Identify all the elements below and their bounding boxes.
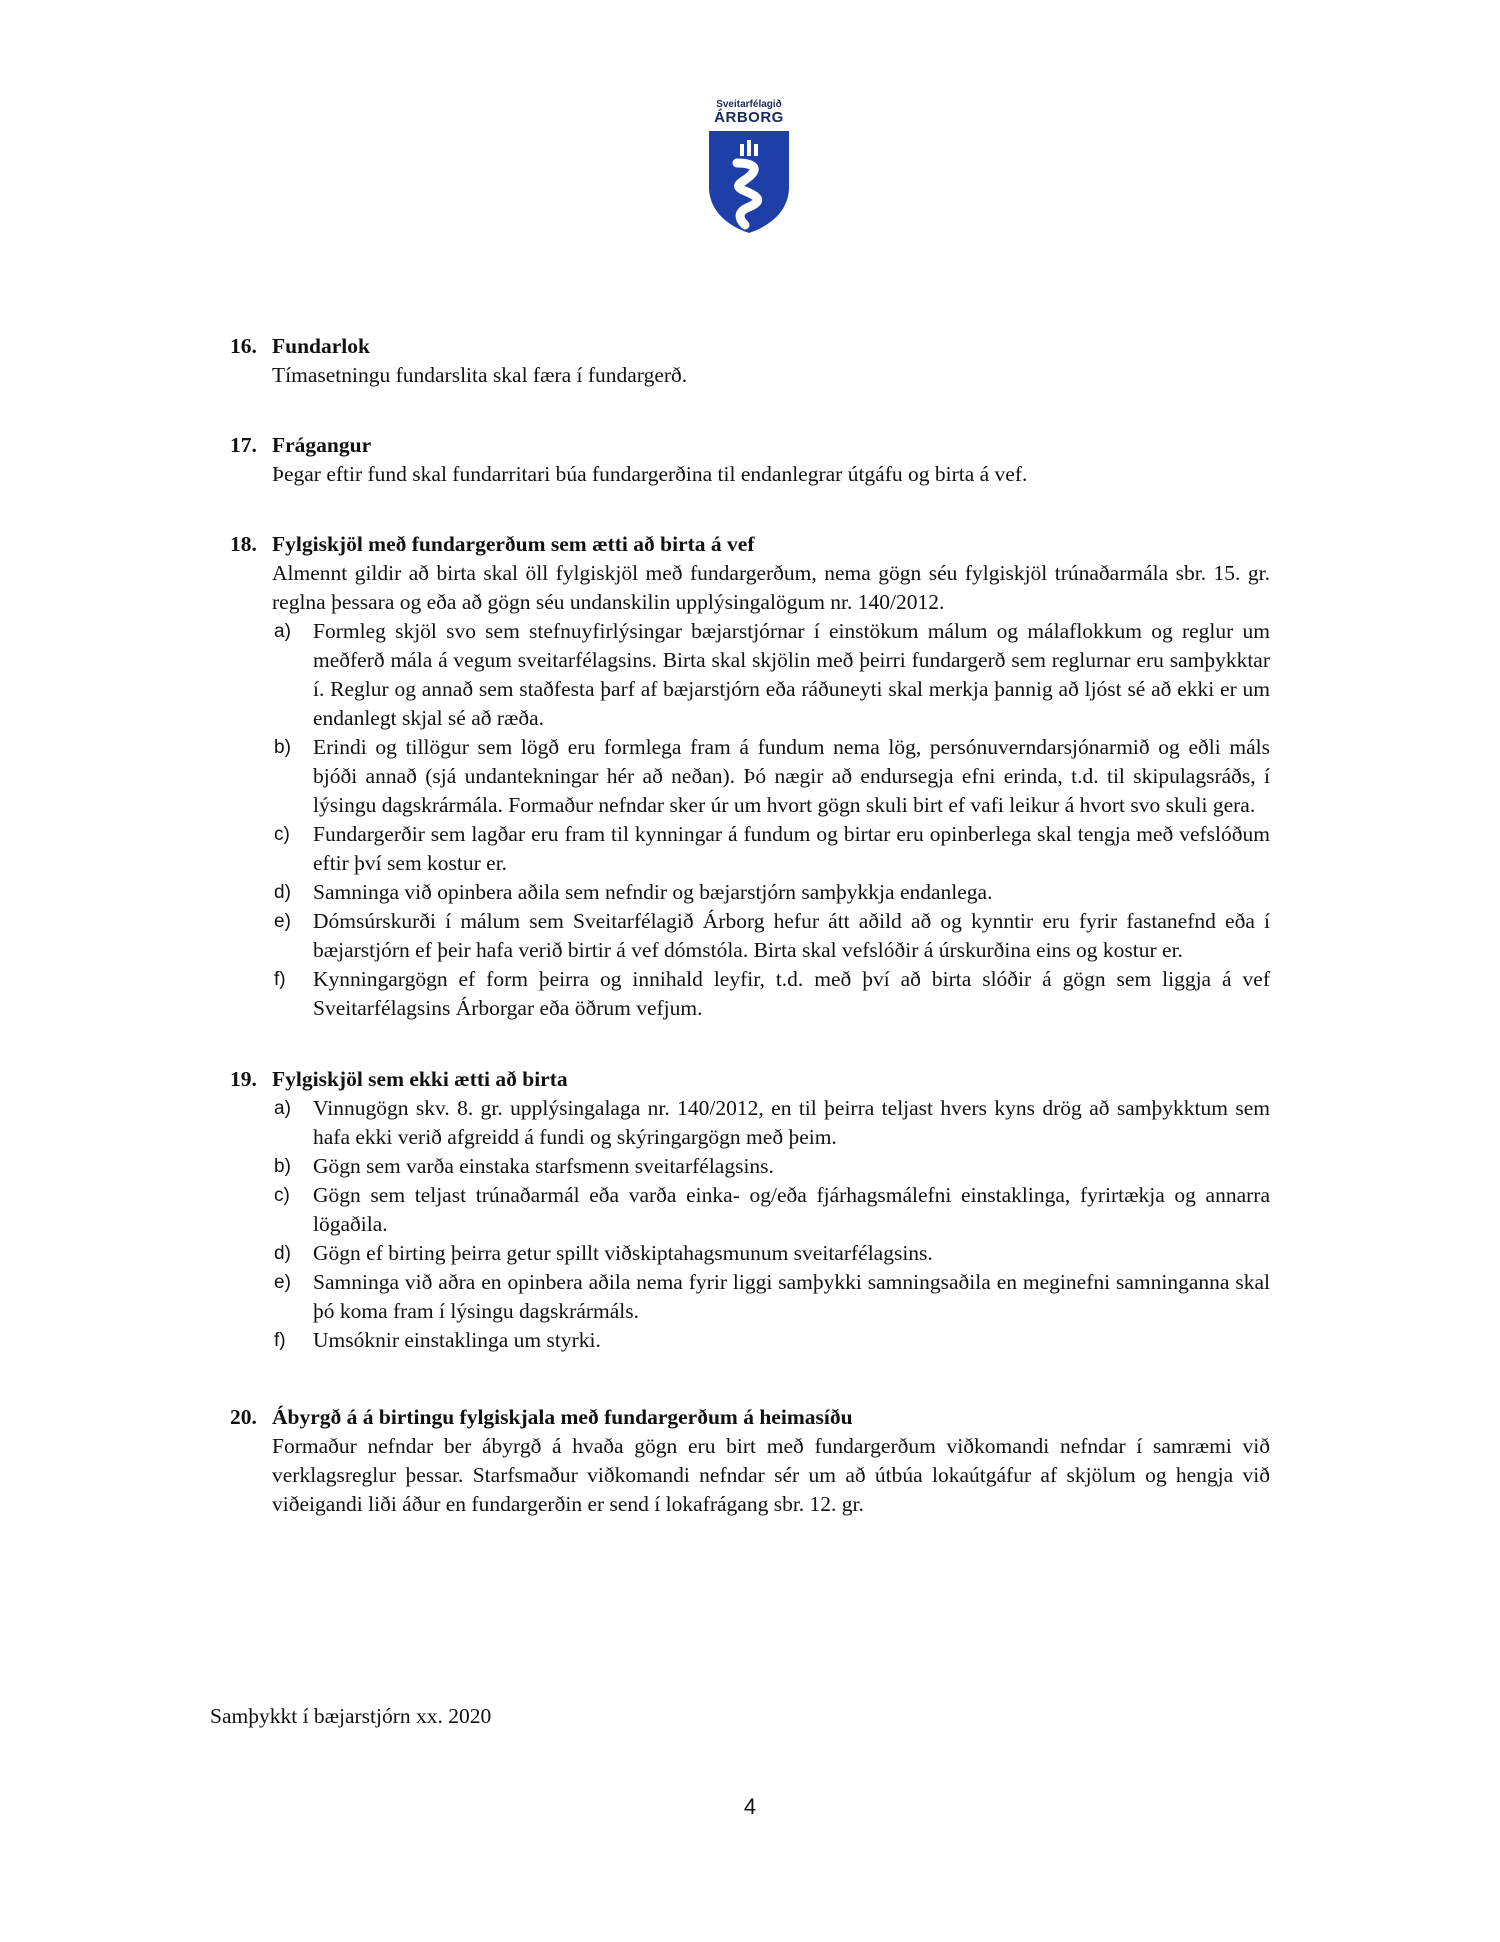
section-number: 19.	[230, 1067, 257, 1091]
section-title: Frágangur	[272, 433, 372, 457]
list-item	[230, 1094, 1270, 1152]
list-item	[230, 1181, 1270, 1239]
item-text: Samninga við aðra en opinbera aðila nema fyrir liggi samþykki samningsaðila en meginefni samninganna skal þó koma fram í lýsingu dagskrármáls.	[313, 1270, 1270, 1323]
item-marker: a)	[274, 621, 291, 642]
item-marker: c)	[274, 824, 290, 845]
list-item	[230, 820, 1270, 878]
section-heading	[230, 332, 1270, 361]
list-item	[230, 1239, 1270, 1268]
item-list	[230, 1094, 1270, 1355]
page-number: 4	[743, 1794, 757, 1819]
section-title: Fylgiskjöl sem ekki ætti að birta	[272, 1067, 568, 1091]
item-marker: d)	[274, 1243, 291, 1264]
section-heading	[230, 431, 1270, 460]
section-19	[230, 1065, 1270, 1355]
section-heading	[230, 1065, 1270, 1094]
section-number: 18.	[230, 532, 257, 556]
section-18	[230, 530, 1270, 1023]
section-title: Fundarlok	[272, 334, 370, 358]
list-item	[230, 1326, 1270, 1355]
section-title: Fylgiskjöl með fundargerðum sem ætti að birta á vef	[272, 532, 755, 556]
item-marker: b)	[274, 1156, 291, 1177]
item-text: Fundargerðir sem lagðar eru fram til kynningar á fundum og birtar eru opinberlega skal tengja með vefslóðum eftir því sem kostur er.	[313, 822, 1270, 875]
item-text: Formleg skjöl svo sem stefnuyfirlýsingar bæjarstjórnar í einstökum málum og málaflokkum og reglur um meðferð mála á vegum sveitarfélagsins. Birta skal skjölin með þeirri fundargerð sem reglurnar eru samþykktar í. Reglur og annað sem staðfesta þarf af bæjarstjórn eða ráðuneyti skal merkja þannig að ljóst sé að ekki er um endanlegt skjal sé að ræða.	[313, 619, 1270, 730]
item-text: Umsóknir einstaklinga um styrki.	[313, 1328, 601, 1352]
section-text: Formaður nefndar ber ábyrgð á hvaða gögn eru birt með fundargerðum viðkomandi nefndar í samræmi við verklagsreglur þessar. Starfsmaður viðkomandi nefndar sér um að útbúa lokaútgáfur af skjölum og hengja við viðeigandi liði áður en fundargerðin er send í lokafrágang sbr. 12. gr.	[272, 1434, 1270, 1516]
section-20	[230, 1403, 1270, 1519]
item-list	[230, 617, 1270, 1023]
item-marker: f)	[274, 1330, 286, 1351]
item-text: Gögn sem varða einstaka starfsmenn sveitarfélagsins.	[313, 1154, 774, 1178]
item-text: Vinnugögn skv. 8. gr. upplýsingalaga nr. 140/2012, en til þeirra teljast hvers kyns drög að samþykktum sem hafa ekki verið afgreidd á fundi og skýringargögn með þeim.	[313, 1096, 1270, 1149]
list-item	[230, 878, 1270, 907]
section-heading	[230, 1403, 1270, 1432]
item-marker: b)	[274, 737, 291, 758]
item-marker: d)	[274, 882, 291, 903]
item-marker: e)	[274, 911, 291, 932]
list-item	[230, 733, 1270, 820]
section-text: Almennt gildir að birta skal öll fylgiskjöl með fundargerðum, nema gögn séu fylgiskjöl trúnaðarmála sbr. 15. gr. reglna þessara og eða að gögn séu undanskilin upplýsingalögum nr. 140/2012.	[272, 561, 1270, 614]
item-marker: f)	[274, 969, 286, 990]
item-text: Samninga við opinbera aðila sem nefndir og bæjarstjórn samþykkja endanlega.	[313, 880, 993, 904]
municipality-logo	[706, 99, 792, 235]
section-text: Tímasetningu fundarslita skal færa í fundargerð.	[272, 363, 688, 387]
item-marker: e)	[274, 1272, 291, 1293]
section-number: 16.	[230, 334, 257, 358]
approval-note: Samþykkt í bæjarstjórn xx. 2020	[210, 1704, 492, 1728]
list-item	[230, 907, 1270, 965]
item-text: Erindi og tillögur sem lögð eru formlega fram á fundum nema lög, persónuverndarsjónarmið og eðli máls bjóði annað (sjá undantekningar hér að neðan). Þó nægir að endursegja efni erinda, t.d. til skipulagsráðs, í lýsingu dagskrármála. Formaður nefndar sker úr um hvort gögn skuli birt ef vafi leikur á hvort svo skuli gera.	[313, 735, 1270, 817]
section-title: Ábyrgð á á birtingu fylgiskjala með fundargerðum á heimasíðu	[272, 1405, 853, 1429]
list-item	[230, 1152, 1270, 1181]
section-17	[230, 431, 1270, 489]
shield-icon	[707, 129, 791, 235]
item-text: Dómsúrskurði í málum sem Sveitarfélagið Árborg hefur átt aðild að og kynntir eru fyrir fastanefnd eða í bæjarstjórn ef þeir hafa verið birtir á vef dómstóla. Birta skal vefslóðir á úrskurðina eins og kostur er.	[313, 909, 1270, 962]
list-item	[230, 1268, 1270, 1326]
logo-small-text: Sveitarfélagið	[716, 99, 782, 110]
section-text: Þegar eftir fund skal fundarritari búa fundargerðina til endanlegrar útgáfu og birta á vef.	[272, 462, 1028, 486]
section-heading	[230, 530, 1270, 559]
item-text: Gögn sem teljast trúnaðarmál eða varða einka- og/eða fjárhagsmálefni einstaklinga, fyrirtækja og annarra lögaðila.	[313, 1183, 1270, 1236]
list-item	[230, 965, 1270, 1023]
section-number: 17.	[230, 433, 257, 457]
item-text: Gögn ef birting þeirra getur spillt viðskiptahagsmunum sveitarfélagsins.	[313, 1241, 933, 1265]
logo-big-text: ÁRBORG	[714, 109, 784, 126]
item-marker: c)	[274, 1185, 290, 1206]
item-text: Kynningargögn ef form þeirra og innihald leyfir, t.d. með því að birta slóðir á gögn sem liggja á vef Sveitarfélagsins Árborgar eða öðrum vefjum.	[313, 967, 1270, 1020]
document-body	[230, 332, 1270, 1560]
item-marker: a)	[274, 1098, 291, 1119]
list-item	[230, 617, 1270, 733]
section-16	[230, 332, 1270, 390]
section-number: 20.	[230, 1405, 257, 1429]
